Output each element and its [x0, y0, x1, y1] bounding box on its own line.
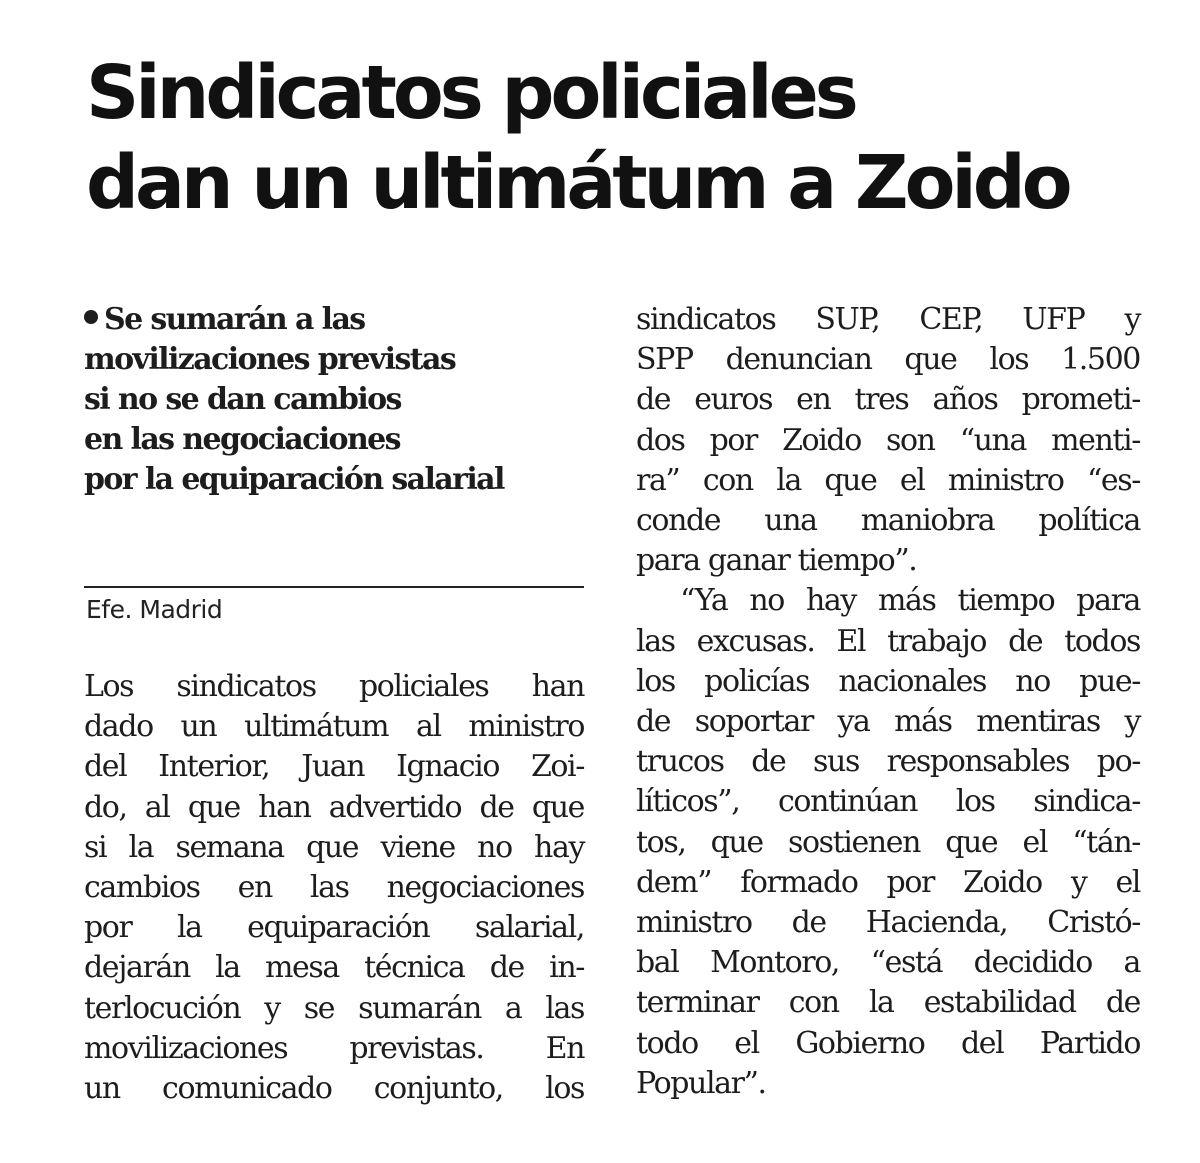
body-line: terlocución y se sumarán a las [84, 990, 584, 1026]
headline-line-2: dan un ultimátum a Zoido [86, 140, 1069, 226]
body-line: “Ya no hay más tiempo para [680, 583, 1140, 619]
body-line: si la semana que viene no hay [84, 829, 584, 865]
deck-line-1 [84, 300, 584, 340]
body-line: las excusas. El trabajo de todos [636, 623, 1140, 659]
body-line: del Interior, Juan Ignacio Zoi- [84, 749, 584, 785]
body-line: todo el Gobierno del Partido [636, 1025, 1140, 1061]
body-line: do, al que han advertido de que [84, 789, 584, 825]
body-line: movilizaciones previstas. En [84, 1030, 584, 1066]
article-body-left-column [84, 667, 584, 1109]
body-line: SPP denuncian que los 1.500 [636, 342, 1140, 378]
body-line: tos, que sostienen que el “tán- [636, 824, 1140, 860]
body-line: cambios en las negociaciones [84, 870, 584, 906]
body-line: terminar con la estabilidad de [636, 985, 1140, 1021]
body-line: Los sindicatos policiales han [84, 669, 584, 704]
body-line: los policías nacionales no pue- [636, 663, 1140, 699]
deck-line-1-text: Se sumarán a las [104, 302, 365, 337]
byline: Efe. Madrid [86, 595, 223, 624]
bullet-icon [84, 310, 98, 324]
body-line: de euros en tres años prometi- [636, 382, 1140, 418]
body-line: sindicatos SUP, CEP, UFP y [636, 302, 1140, 337]
headline-line-1: Sindicatos policiales [86, 50, 855, 136]
body-line: ministro de Hacienda, Cristó- [636, 905, 1140, 941]
body-line: bal Montoro, “está decidido a [636, 945, 1140, 981]
body-line: por la equiparación salarial, [84, 910, 584, 946]
article-body-right-column [636, 300, 1140, 1104]
body-line: un comunicado conjunto, los [84, 1071, 584, 1107]
body-line: conde una maniobra política [636, 503, 1140, 539]
body-line: líticos”, continúan los sindica- [636, 784, 1140, 820]
headline [86, 48, 1146, 228]
deck-line-2: movilizaciones previstas [84, 342, 456, 377]
body-line: para ganar tiempo”. [636, 543, 917, 579]
body-line: Popular”. [636, 1065, 766, 1101]
deck-line-5: por la equiparación salarial [84, 462, 504, 497]
body-line: dejarán la mesa técnica de in- [84, 950, 584, 986]
subheadline-deck [84, 300, 584, 500]
body-line: dos por Zoido son “una menti- [636, 422, 1140, 458]
deck-line-4: en las negociaciones [84, 422, 400, 457]
body-line: trucos de sus responsables po- [636, 744, 1140, 780]
deck-line-3: si no se dan cambios [84, 382, 401, 417]
byline-divider [84, 586, 584, 588]
body-line: de soportar ya más mentiras y [636, 704, 1140, 740]
body-line: ra” con la que el ministro “es- [636, 462, 1140, 498]
body-line: dado un ultimátum al ministro [84, 709, 584, 745]
body-line: dem” formado por Zoido y el [636, 864, 1140, 900]
